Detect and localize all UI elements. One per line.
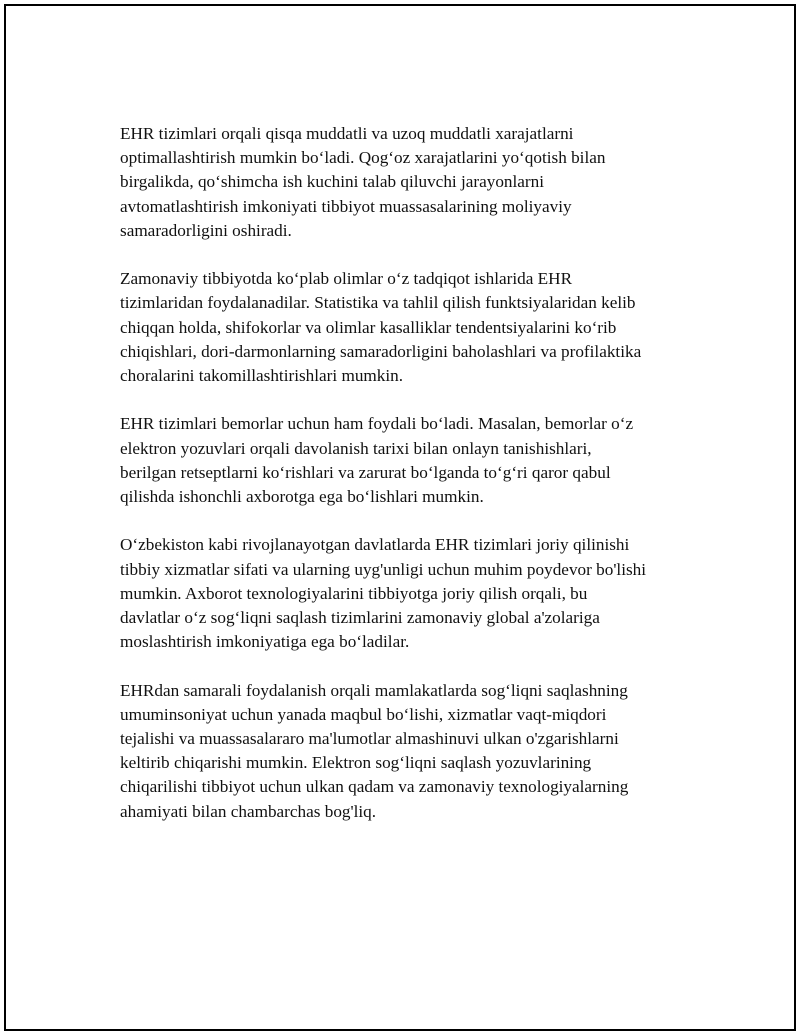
text-line: Zamonaviy tibbiyotda ko‘plab olimlar o‘z tadqiqot ishlarida EHR (120, 269, 573, 289)
text-line: EHRdan samarali foydalanish orqali mamlakatlarda sog‘liqni saqlashning (120, 680, 628, 700)
text-line: berilgan retseptlarni ko‘rishlari va zarurat bo‘lganda to‘g‘ri qaror qabul (120, 462, 611, 482)
text-line: optimallashtirish mumkin bo‘ladi. Qog‘oz xarajatlarini yo‘qotish bilan (120, 148, 606, 168)
text-line: moslashtirish imkoniyatiga ega bo‘ladilar. (120, 632, 410, 652)
text-line: birgalikda, qo‘shimcha ish kuchini talab qiluvchi jarayonlarni (120, 172, 545, 192)
text-line: keltirib chiqarishi mumkin. Elektron sog‘liqni saqlash yozuvlarining (120, 753, 592, 773)
text-line: elektron yozuvlari orqali davolanish tarixi bilan onlayn tanishishlari, (120, 438, 592, 458)
text-line: umuminsoniyat uchun yanada maqbul bo‘lishi, xizmatlar vaqt-miqdori (120, 704, 607, 724)
text-line: chiqqan holda, shifokorlar va olimlar kasalliklar tendentsiyalarini ko‘rib (120, 317, 617, 337)
text-line: tejalishi va muassasalararo ma'lumotlar almashinuvi ulkan o'zgarishlarni (120, 729, 619, 749)
text-line: choralarini takomillashtirishlari mumkin. (120, 366, 404, 386)
text-line: chiqishlari, dori-darmonlarning samaradorligini baholashlari va profilaktika (120, 341, 642, 361)
text-line: avtomatlashtirish imkoniyati tibbiyot muassasalarining moliyaviy (120, 196, 572, 216)
text-line: EHR tizimlari orqali qisqa muddatli va uzoq muddatli xarajatlarni (120, 124, 574, 143)
paragraph-1 (120, 122, 692, 243)
text-line: EHR tizimlari bemorlar uchun ham foydali bo‘ladi. Masalan, bemorlar o‘z (120, 414, 634, 434)
paragraph-5 (120, 679, 692, 824)
document-body (120, 122, 692, 848)
document-page (4, 4, 796, 1031)
text-line: tizimlaridan foydalanadilar. Statistika va tahlil qilish funktsiyalaridan kelib (120, 293, 636, 313)
paragraph-4 (120, 533, 692, 654)
text-line: qilishda ishonchli axborotga ega bo‘lishlari mumkin. (120, 487, 484, 507)
text-line: tibbiy xizmatlar sifati va ularning uyg'unligi uchun muhim poydevor bo'lishi (120, 559, 647, 579)
text-line: ahamiyati bilan chambarchas bog'liq. (120, 801, 377, 821)
text-line: samaradorligini oshiradi. (120, 220, 292, 240)
text-line: O‘zbekiston kabi rivojlanayotgan davlatlarda EHR tizimlari joriy qilinishi (120, 535, 630, 555)
text-line: davlatlar o‘z sog‘liqni saqlash tizimlarini zamonaviy global a'zolariga (120, 608, 600, 628)
paragraph-3 (120, 412, 692, 509)
text-line: chiqarilishi tibbiyot uchun ulkan qadam va zamonaviy texnologiyalarning (120, 777, 629, 797)
text-line: mumkin. Axborot texnologiyalarini tibbiyotga joriy qilish orqali, bu (120, 583, 588, 603)
paragraph-2 (120, 267, 692, 388)
